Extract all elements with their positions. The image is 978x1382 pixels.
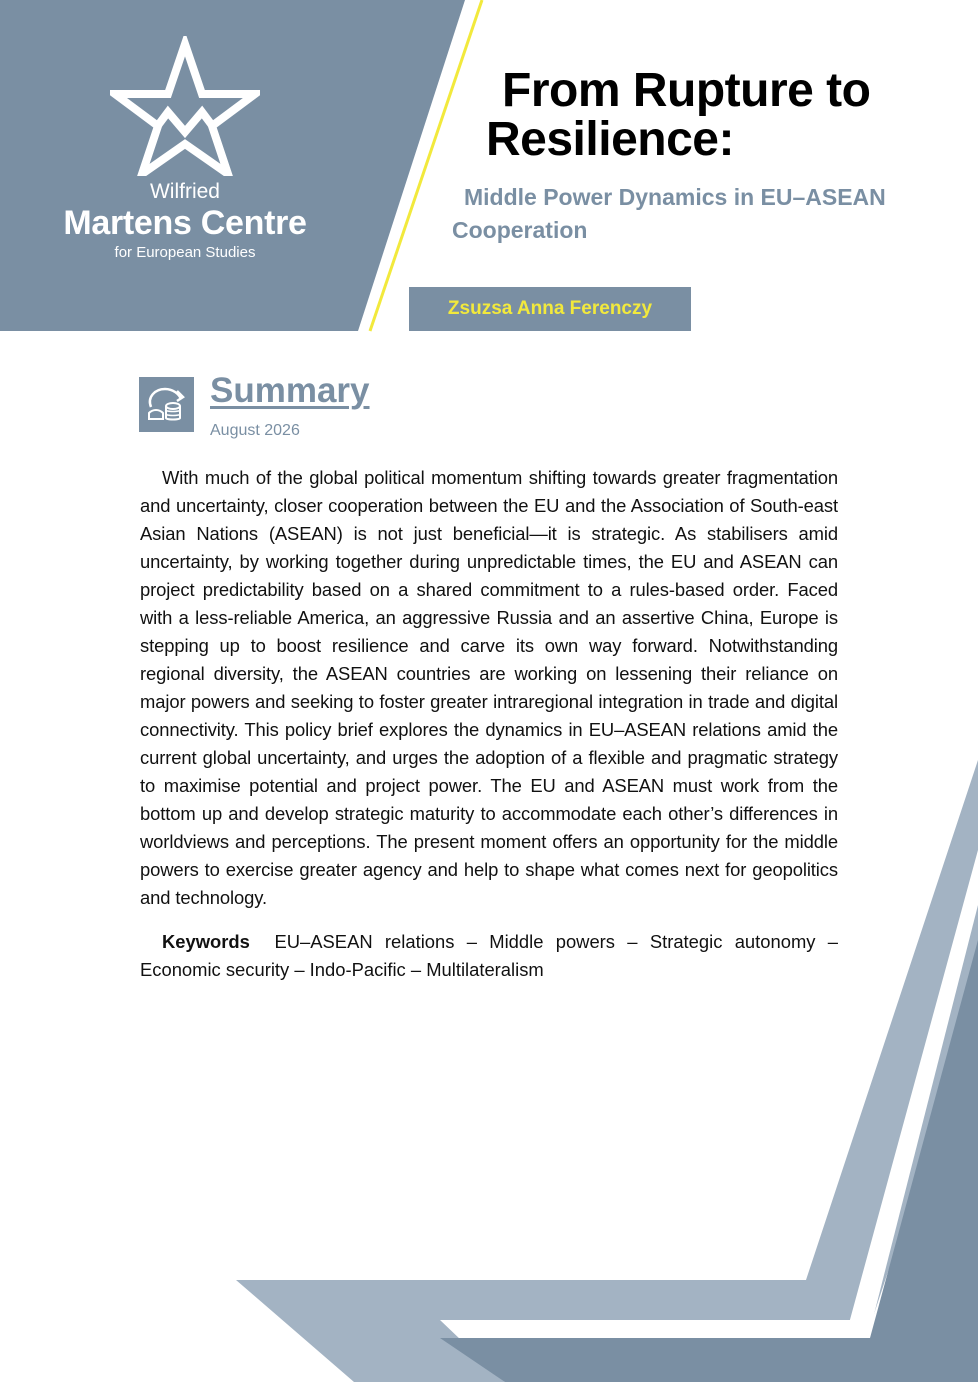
- summary-icon: [139, 377, 194, 432]
- subtitle-line-2: Cooperation: [452, 217, 588, 243]
- logo-line-2: Martens Centre: [63, 204, 307, 242]
- star-icon: [110, 36, 260, 176]
- page-subtitle: [452, 181, 932, 247]
- subtitle-line-1: Middle Power Dynamics in EU–ASEAN: [464, 184, 886, 210]
- title-line-2: Resilience:: [486, 113, 734, 166]
- logo-line-1: Wilfried: [149, 180, 220, 203]
- summary-heading: Summary: [210, 371, 370, 410]
- logo-line-3: for European Studies: [114, 244, 256, 261]
- title-line-1: From Rupture to: [502, 64, 871, 117]
- logo: [40, 36, 330, 264]
- author-badge: Zsuzsa Anna Ferenczy: [409, 287, 691, 331]
- keywords-list: EU–ASEAN relations – Middle powers – Strategic autonomy – Economic security – Indo-Pacific – Multilateralism: [140, 931, 838, 980]
- summary-date: August 2026: [210, 422, 300, 439]
- page-title: [486, 66, 956, 164]
- keywords-label: Keywords: [162, 931, 250, 952]
- summary-text: With much of the global political momentum shifting towards greater fragmentation and uncertainty, closer cooperation between the EU and the Association of South-east Asian Nations (ASEAN) is not just beneficial—it is strategic. As stabilisers amid uncertainty, by working together during unpredictable times, the EU and ASEAN can project predictability based on a shared commitment to a rules-based order. Faced with a less-reliable America, an aggressive Russia and an assertive China, Europe is stepping up to boost resilience and carve its own way forward. Notwithstanding regional diversity, the ASEAN countries are working on lessening their reliance on major powers and seeking to foster greater intraregional integration in trade and digital connectivity. This policy brief explores the dynamics in EU–ASEAN relations amid the current global uncertainty, and urges the adoption of a flexible and pragmatic strategy to maximise potential and project power. The EU and ASEAN must work from the bottom up and develop strategic maturity to accommodate each other’s differences in worldviews and perceptions. The present moment offers an opportunity for the middle powers to exercise greater agency and help to shape what comes next for geopolitics and technology.: [140, 467, 838, 908]
- keywords: [140, 928, 838, 984]
